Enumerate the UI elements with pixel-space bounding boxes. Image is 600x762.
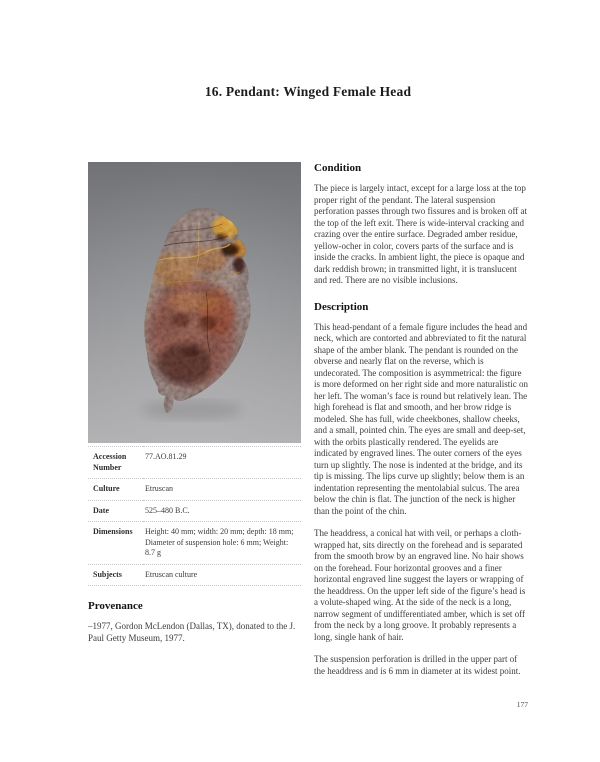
row-value: Height: 40 mm; width: 20 mm; depth: 18 mm; Diameter of suspension hole: 6 mm; Weight: 8.7 g (145, 527, 294, 557)
description-paragraph: The suspension perforation is drilled in the upper part of the headdress and is 6 mm in diameter at its widest point. (314, 654, 521, 676)
right-column (314, 162, 528, 688)
description-paragraph: The headdress, a conical hat with veil, or perhaps a cloth-wrapped hat, sits directly on the forehead and is separated from the smooth brow by an engraved line. No hair shows on the forehead. Four horizontal grooves and a finer horizontal engraved line suggest the layers or wrapping of the headdress. On the upper left side of the figure’s head is a volute-shaped wing. At the side of the neck is a long, narrow segment of undifferentiated amber, which is set off from the neck by a long groove. It probably represents a long, single hank of hair. (314, 528, 526, 642)
metadata-table (88, 446, 301, 586)
description-heading: Description (314, 300, 369, 313)
row-label: Date (93, 505, 109, 515)
row-label: Subjects (93, 569, 122, 579)
table-row-dimensions (88, 522, 301, 565)
two-column-layout (88, 162, 528, 688)
table-row-subjects (88, 564, 301, 586)
row-label: Dimensions (93, 527, 133, 536)
condition-text: The piece is largely intact, except for a large loss at the top proper right of the pendant. The lateral suspension perforation passes through two fissures and is broken off at the top of the left exit. There is wide-interval cracking and crazing over the entire surface. Degraded amber residue, yellow-ocher in color, covers parts of the surface and is inside the cracks. In ambient light, the piece is opaque and dark reddish brown; in transmitted light, it is translucent and red. There are no visible inclusions. (314, 183, 528, 285)
left-column (88, 162, 301, 688)
page-title: 16. Pendant: Winged Female Head (204, 84, 412, 99)
amber-pendant-image (88, 162, 301, 443)
table-row-culture (88, 479, 301, 501)
row-value: Etruscan (145, 484, 173, 493)
provenance-text: –1977, Gordon McLendon (Dallas, TX), donated to the J. Paul Getty Museum, 1977. (88, 621, 296, 643)
row-label: Culture (93, 484, 120, 493)
row-value: 525–480 B.C. (145, 505, 190, 515)
provenance-heading: Provenance (88, 600, 143, 612)
description-paragraph: This head-pendant of a female figure includes the head and neck, which are contorted and abbreviated to fit the natural shape of the amber blank. The pendant is rounded on the obverse and nearly flat on the reverse, which is undecorated. The composition is asymmetrical: the figure is more deformed on her right side and more naturalistic on her left. The woman’s face is round but relatively lean. The high forehead is flat and smooth, and her brow ridge is modeled. She has full, wide cheekbones, shallow cheeks, and a small, pointed chin. The eyes are small and deep-set, with the orbits plastically rendered. The eyelids are indicated by engraved lines. The outer corners of the eyes turn up slightly. The nose is indented at the bridge, and its tip is missing. The lips curve up slightly; below them is an indentation representing the mentolabial sulcus. The area below the chin is flat. The junction of the neck is higher than the point of the chin. (314, 321, 528, 516)
table-row-date (88, 500, 301, 522)
row-label: Accession Number (93, 452, 127, 472)
table-row-accession (88, 447, 301, 479)
artifact-photo (88, 162, 301, 443)
page-number: 177 (516, 700, 528, 709)
row-value: 77.AO.81.29 (145, 452, 187, 461)
condition-heading: Condition (314, 162, 362, 174)
row-value: Etruscan culture (145, 569, 198, 579)
